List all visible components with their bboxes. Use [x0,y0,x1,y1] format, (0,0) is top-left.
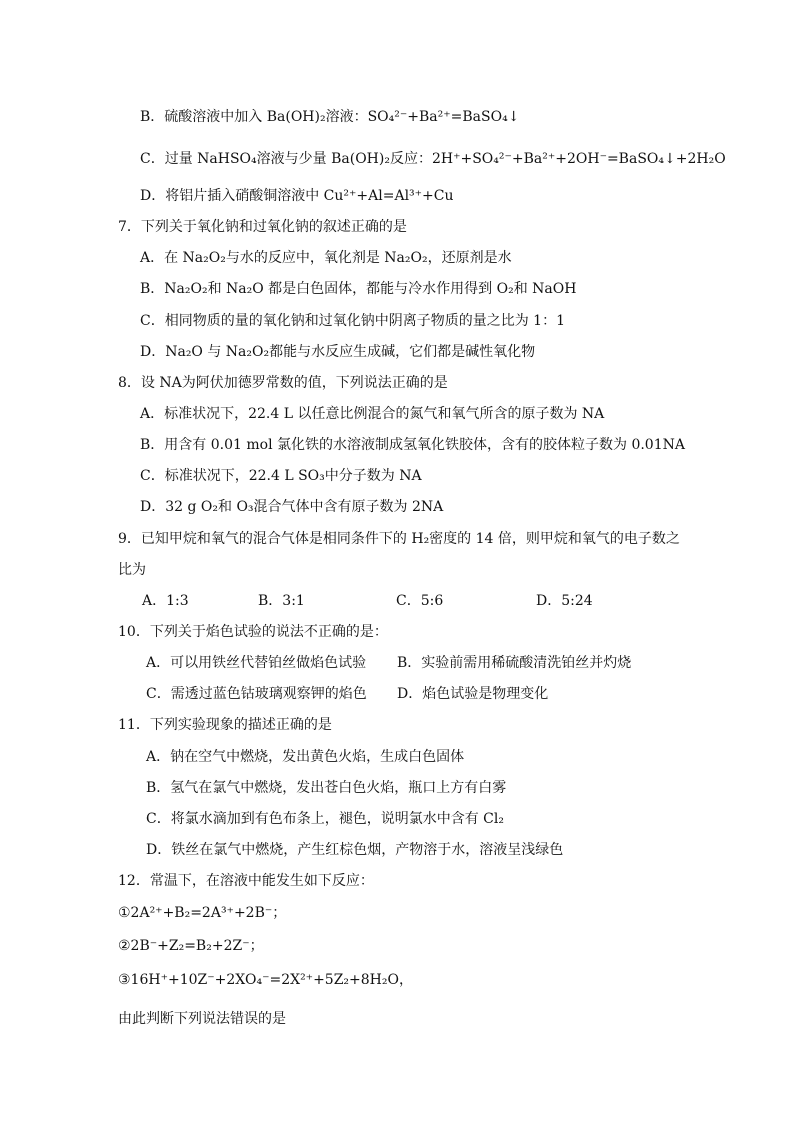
option-7a: A．在 Na₂O₂与水的反应中，氧化剂是 Na₂O₂，还原剂是水 [140,250,512,266]
option-6b: B．硫酸溶液中加入 Ba(OH)₂溶液：SO₄²⁻+Ba²⁺=BaSO₄↓ [140,109,520,125]
question-7: 7．下列关于氧化钠和过氧化钠的叙述正确的是 [118,219,407,235]
question-12-stem-end: 由此判断下列说法错误的是 [118,1011,286,1027]
option-7d: D．Na₂O 与 Na₂O₂都能与水反应生成碱，它们都是碱性氧化物 [140,344,536,360]
option-10a: A．可以用铁丝代替铂丝做焰色试验 [146,655,367,671]
option-10c: C．需透过蓝色钴玻璃观察钾的焰色 [146,686,367,702]
option-7b: B．Na₂O₂和 Na₂O 都是白色固体，都能与冷水作用得到 O₂和 NaOH [140,281,577,297]
question-12: 12．常温下，在溶液中能发生如下反应： [118,873,374,889]
question-9: 9．已知甲烷和氧气的混合气体是相同条件下的 H₂密度的 14 倍，则甲烷和氧气的电子数之 [118,531,680,547]
option-9c: C．5:6 [396,593,444,609]
option-10b: B．实验前需用稀硫酸清洗铂丝并灼烧 [397,655,632,671]
option-11a: A．钠在空气中燃烧，发出黄色火焰，生成白色固体 [146,749,465,765]
question-10-options-row1 [0,654,794,672]
option-8b: B．用含有 0.01 mol 氯化铁的水溶液制成氢氧化铁胶体，含有的胶体粒子数为 0.01NA [140,437,685,453]
option-6c: C．过量 NaHSO₄溶液与少量 Ba(OH)₂反应：2H⁺+SO₄²⁻+Ba²⁺+2OH⁻=BaSO₄↓+2H₂O [140,151,726,167]
reaction-3: ③16H⁺+10Z⁻+2XO₄⁻=2X²⁺+5Z₂+8H₂O， [118,972,413,988]
option-11c: C．将氯水滴加到有色布条上，褪色，说明氯水中含有 Cl₂ [146,811,504,827]
option-10d: D．焰色试验是物理变化 [397,686,549,702]
reaction-1: ①2A²⁺+B₂=2A³⁺+2B⁻； [118,905,287,921]
option-8d: D．32 g O₂和 O₃混合气体中含有原子数为 2NA [140,499,444,515]
option-6d: D．将铝片插入硝酸铜溶液中 Cu²⁺+Al=Al³⁺+Cu [140,188,454,204]
question-10-options-row2 [0,685,794,703]
question-11: 11．下列实验现象的描述正确的是 [118,717,332,733]
question-10: 10．下列关于焰色试验的说法不正确的是： [118,624,388,640]
option-11b: B．氢气在氯气中燃烧，发出苍白色火焰，瓶口上方有白雾 [146,780,507,796]
question-9-cont: 比为 [118,562,146,578]
question-9-options [0,592,794,610]
option-8a: A．标准状况下，22.4 L 以任意比例混合的氮气和氧气所含的原子数为 NA [140,406,605,422]
option-7c: C．相同物质的量的氧化钠和过氧化钠中阴离子物质的量之比为 1：1 [140,313,565,329]
question-8: 8．设 NA为阿伏加德罗常数的值，下列说法正确的是 [118,375,448,391]
option-8c: C．标准状况下，22.4 L SO₃中分子数为 NA [140,468,422,484]
reaction-2: ②2B⁻+Z₂=B₂+2Z⁻； [118,938,264,954]
option-9d: D．5:24 [536,593,593,609]
option-11d: D．铁丝在氯气中燃烧，产生红棕色烟，产物溶于水，溶液呈浅绿色 [146,842,564,858]
option-9b: B．3:1 [258,593,305,609]
option-9a: A．1:3 [142,593,189,609]
